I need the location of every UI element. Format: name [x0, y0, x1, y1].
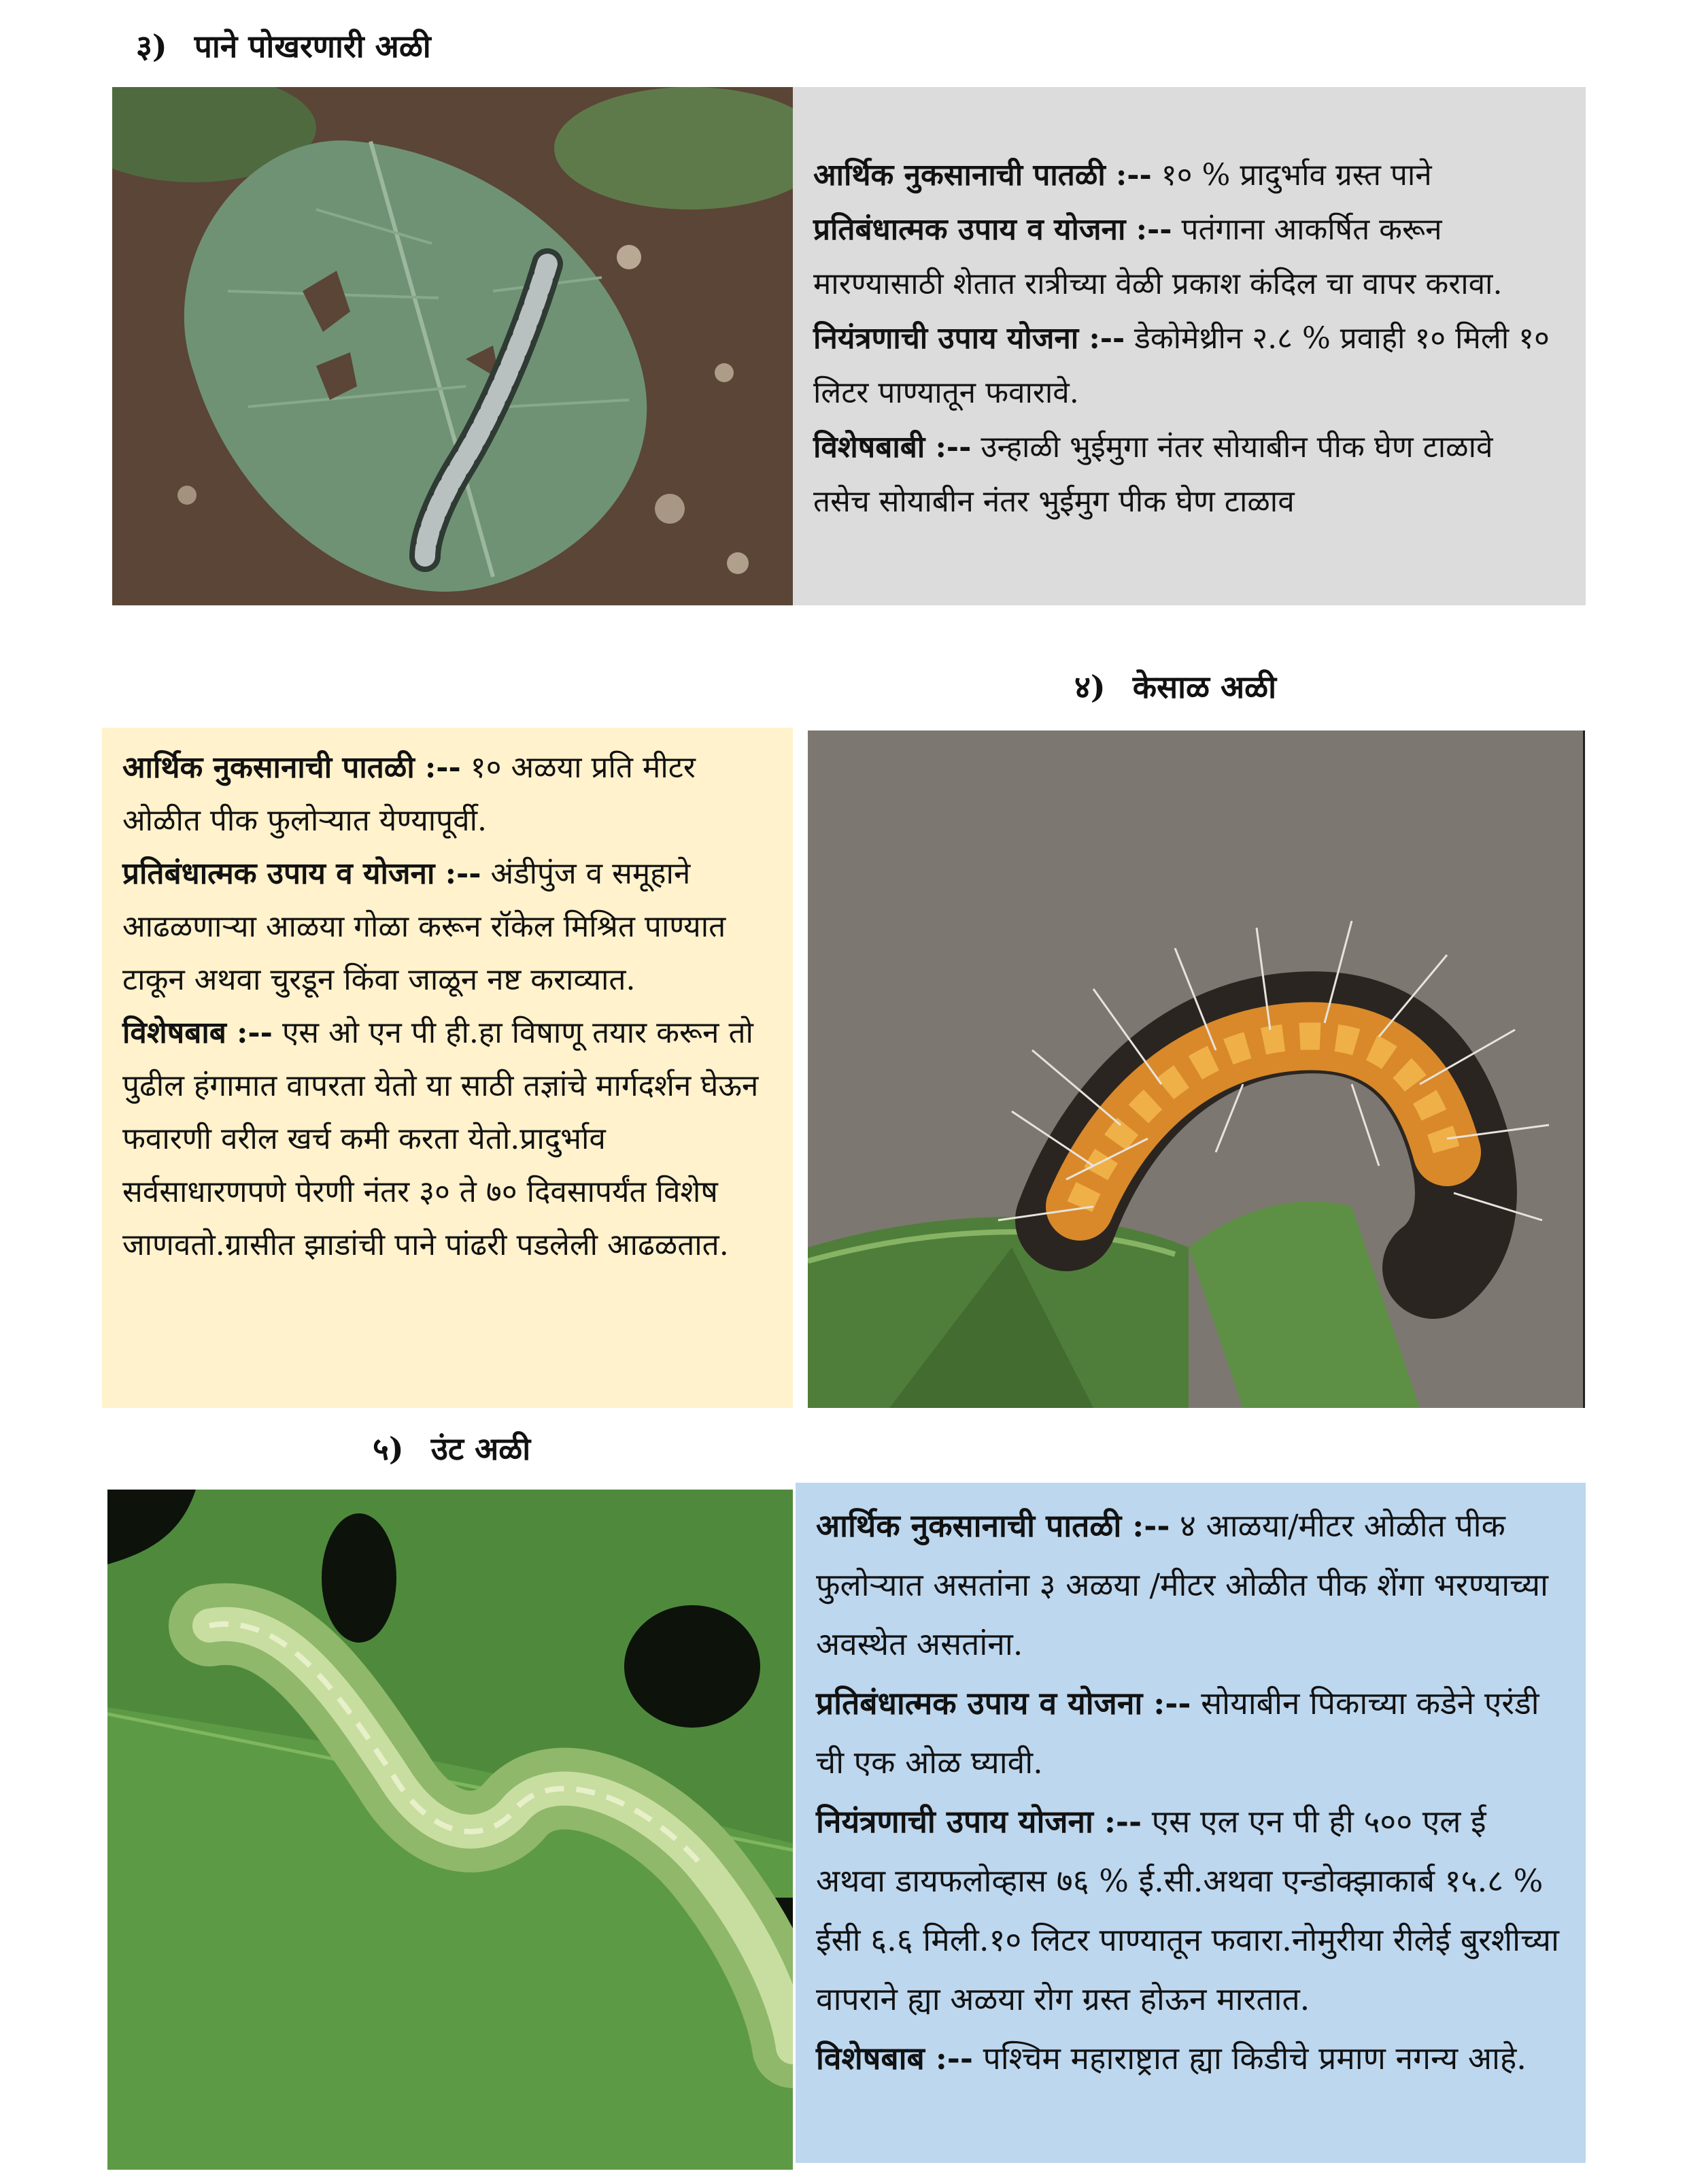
semilooper-photo	[107, 1490, 793, 2170]
section4-info-line	[122, 847, 772, 1007]
section5-info-line	[816, 1674, 1565, 1792]
info-label: विशेषबाब :--	[816, 2040, 973, 2077]
info-label: नियंत्रणाची उपाय योजना :--	[816, 1803, 1142, 1840]
section5-info-line	[816, 2029, 1565, 2088]
info-text: सोयाबीन पिकाच्या कडेने एरंडी ची एक ओळ घ्यावी.	[816, 1685, 1539, 1781]
info-label: नियंत्रणाची उपाय योजना :--	[813, 321, 1125, 356]
section4-number: ४)	[1074, 669, 1106, 705]
info-text: १० % प्रादुर्भाव ग्रस्त पाने	[1151, 158, 1432, 192]
section3-info-box	[793, 87, 1586, 605]
info-text: एस ओ एन पी ही.हा विषाणू तयार करून तो पुढील हंगामात वापरता येतो या साठी तज्ञांचे मार्गदर्शन घेऊन फवारणी वरील खर्च कमी करता येतो.प्रादुर्भाव सर्वसाधारणपणे पेरणी नंतर ३० ते ७० दिवसापर्यंत विशेष जाणवतो.ग्रासीत झाडांची पाने पांढरी पडलेली आढळतात.	[122, 1015, 759, 1262]
leaf-miner-photo	[112, 87, 793, 605]
section3-info-line	[813, 420, 1558, 529]
section3-info-line	[813, 312, 1558, 420]
section5-info-line	[816, 1792, 1565, 2029]
info-text: १० अळया प्रति मीटर ओळीत पीक फुलोऱ्यात येण्यापूर्वी.	[122, 750, 696, 838]
hairy-caterpillar-photo	[808, 730, 1585, 1408]
info-label: आर्थिक नुकसानाची पातळी :--	[816, 1507, 1170, 1544]
section3-number: ३)	[136, 28, 167, 65]
info-label: प्रतिबंधात्मक उपाय व योजना :--	[816, 1685, 1191, 1721]
section3-info-line	[813, 148, 1558, 203]
section5-heading	[373, 1428, 530, 1469]
info-label: प्रतिबंधात्मक उपाय व योजना :--	[813, 212, 1172, 247]
section4-info-box	[102, 728, 793, 1408]
section4-title: केसाळ अळी	[1132, 669, 1277, 705]
section3-info-line	[813, 203, 1558, 312]
section5-title: उंट अळी	[430, 1430, 531, 1467]
section5-info-box	[796, 1483, 1586, 2163]
info-label: आर्थिक नुकसानाची पातळी :--	[813, 158, 1152, 192]
info-text: डेकोमेथ्रीन २.८ % प्रवाही १० मिली १० लिटर पाण्यातून फवारावे.	[813, 321, 1550, 410]
section4-heading	[1074, 667, 1276, 707]
section3-heading	[136, 26, 431, 67]
info-text: एस एल एन पी ही ५०० एल ई अथवा डायफलोव्हास ७६ % ई.सी.अथवा एन्डोक्झाकार्ब १५.८ % ईसी ६.६ मिली.१० लिटर पाण्यातून फवारा.नोमुरीया रीलेई बुरशीच्या वापराने ह्या अळया रोग ग्रस्त होऊन मारतात.	[816, 1803, 1559, 2017]
info-text: ४ आळया/मीटर ओळीत पीक फुलोऱ्यात असतांना ३ अळया /मीटर ओळीत पीक शेंगा भरण्याच्या अवस्थेत असतांना.	[816, 1507, 1548, 1662]
info-text: अंडीपुंज व समूहाने आढळणाऱ्या आळया गोळा करून रॉकेल मिश्रित पाण्यात टाकून अथवा चुरडून किंवा जाळून नष्ट कराव्यात.	[122, 856, 726, 997]
info-label: प्रतिबंधात्मक उपाय व योजना :--	[122, 856, 481, 891]
info-label: आर्थिक नुकसानाची पातळी :--	[122, 750, 461, 785]
section5-info-line	[816, 1496, 1565, 1674]
section5-number: ५)	[373, 1430, 404, 1467]
info-label: विशेषबाबी :--	[813, 430, 972, 465]
section4-info-line	[122, 741, 772, 847]
info-text: पश्चिम महाराष्ट्रात ह्या किडीचे प्रमाण नगन्य आहे.	[972, 2040, 1527, 2077]
info-text: पतंगाना आकर्षित करून मारण्यासाठी शेतात रात्रीच्या वेळी प्रकाश कंदिल चा वापर करावा.	[813, 212, 1503, 301]
section4-info-line	[122, 1007, 772, 1272]
info-label: विशेषबाब :--	[122, 1015, 273, 1050]
info-text: उन्हाळी भुईमुगा नंतर सोयाबीन पीक घेण टाळावे तसेच सोयाबीन नंतर भुईमुग पीक घेण टाळाव	[813, 430, 1493, 519]
section3-title: पाने पोखरणारी अळी	[194, 28, 431, 65]
